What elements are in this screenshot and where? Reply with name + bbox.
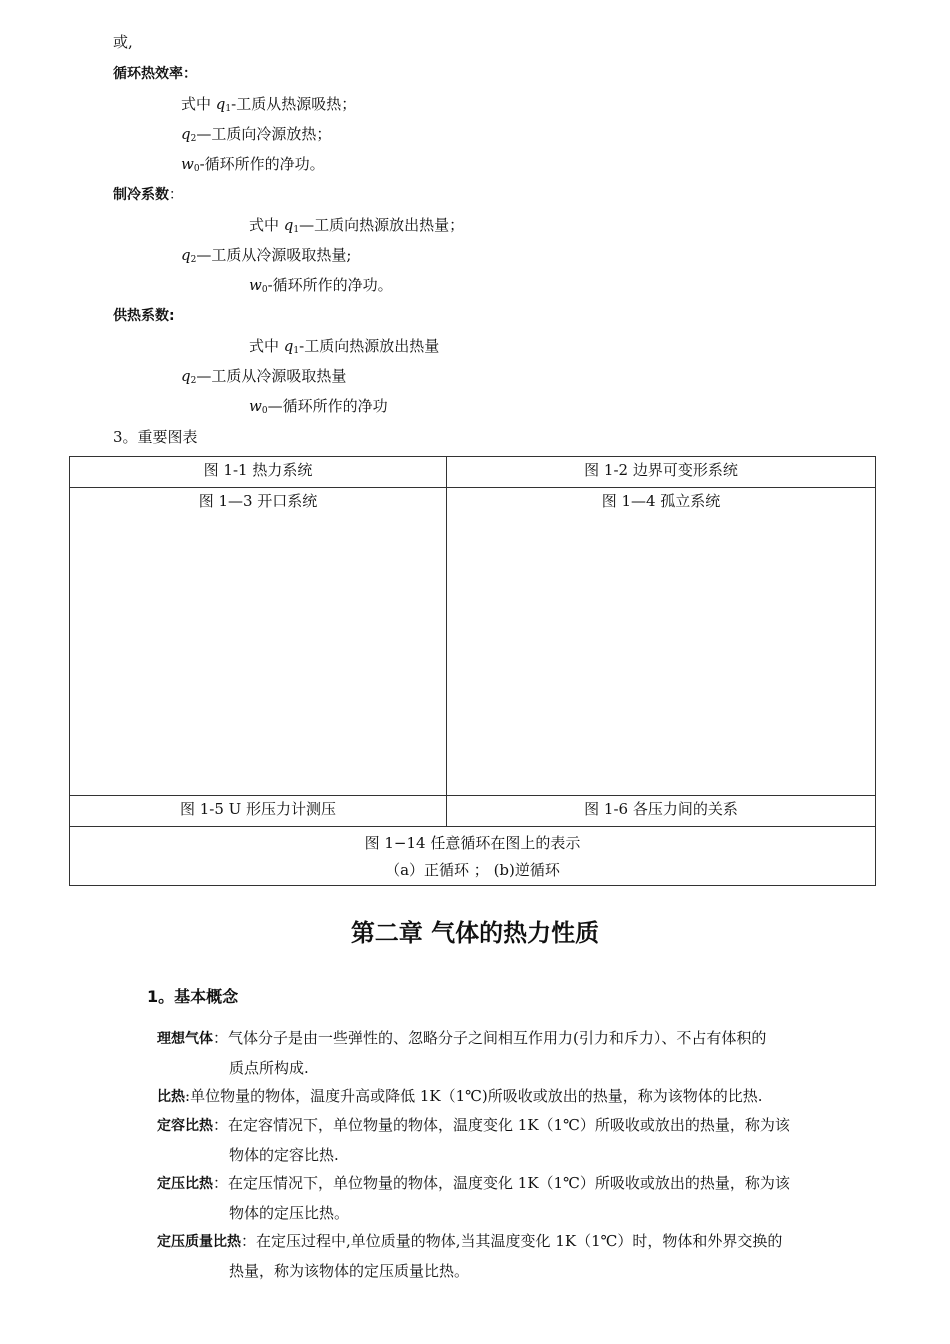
- definition-term: 比热: [157, 1089, 185, 1105]
- cooling-item-2: $q_2—$工质从冷源吸取热量;: [181, 246, 352, 265]
- definition-text: 单位物量的物体，温度升高或降低 1K（1℃)所吸收或放出的热量，称为该物体的比热.: [190, 1087, 763, 1105]
- definition-text-continued: 物体的定压比热。: [229, 1204, 350, 1222]
- definition-specific-heat: 比热:单位物量的物体，温度升高或降低 1K（1℃)所吸收或放出的热量，称为该物体的比热.: [157, 1087, 763, 1105]
- heating-item-2: $q_2—$工质从冷源吸取热量: [181, 367, 347, 386]
- cooling-item-1: 式中 $q_1—$工质向热源放出热量；: [249, 216, 465, 235]
- definition-text-continued: 热量，称为该物体的定压质量比热。: [229, 1262, 470, 1280]
- or-line: 或,: [113, 33, 133, 51]
- definition-text-continued: 质点所构成.: [229, 1059, 309, 1077]
- figure-caption-1-2: 图 1-2 边界可变形系统: [447, 457, 876, 488]
- definition-text: 气体分子是由一些弹性的、忽略分子之间相互作用力(引力和斥力）、不占有体积的: [228, 1029, 767, 1047]
- heating-item-1: 式中 $q_1-$工质向热源放出热量: [249, 337, 440, 356]
- figures-row-2: [70, 488, 876, 796]
- definition-text-continued: 物体的定容比热.: [229, 1146, 339, 1164]
- figure-caption-1-14: [70, 827, 876, 886]
- figure-caption-1-5: 图 1-5 U 形压力计测压: [70, 796, 447, 827]
- figure-caption-1-4: 图 1—4 孤立系统: [447, 488, 876, 796]
- figure-caption-1-14-subtitle: （a）正循环 ； (b)逆循环: [385, 861, 560, 879]
- cycle-eff-item-3: $w_0-$循环所作的净功。: [181, 155, 325, 174]
- section-3-heading: 3。重要图表: [113, 428, 198, 446]
- definition-constant-pressure-heat: 定压比热：在定压情况下，单位物量的物体，温度变化 1K（1℃）所吸收或放出的热量，称为该 物体的定压比热。: [157, 1169, 863, 1228]
- definition-term: 定容比热: [157, 1118, 213, 1134]
- definition-term: 理想气体: [157, 1031, 213, 1047]
- figure-caption-1-14-title: 图 1−14 任意循环在图上的表示: [364, 834, 581, 852]
- cycle-efficiency-heading: 循环热效率：: [113, 66, 197, 82]
- definition-constant-pressure-mass-heat: 定压质量比热：在定压过程中,单位质量的物体,当其温度变化 1K（1℃）时，物体和外界交换的 热量，称为该物体的定压质量比热。: [157, 1227, 863, 1286]
- definition-ideal-gas: 理想气体：气体分子是由一些弹性的、忽略分子之间相互作用力(引力和斥力）、不占有体积的 质点所构成.: [157, 1024, 863, 1083]
- cycle-eff-item-2: $q_2—$工质向冷源放热；: [181, 125, 332, 144]
- figures-table: [69, 456, 876, 886]
- heating-coefficient-heading: 供热系数:: [113, 308, 175, 324]
- definition-text: 在定压情况下，单位物量的物体，温度变化 1K（1℃）所吸收或放出的热量，称为该: [228, 1174, 790, 1192]
- heating-item-3: $w_0—$循环所作的净功: [249, 397, 388, 416]
- figures-row-3: [70, 796, 876, 827]
- definition-text: 在定容情况下，单位物量的物体，温度变化 1K（1℃）所吸收或放出的热量，称为该: [228, 1116, 790, 1134]
- figure-caption-1-3: 图 1—3 开口系统: [70, 488, 447, 796]
- cooling-item-3: $w_0-$循环所作的净功。: [249, 276, 393, 295]
- definition-text: 在定压过程中,单位质量的物体,当其温度变化 1K（1℃）时，物体和外界交换的: [256, 1232, 783, 1250]
- figures-row-4: [70, 827, 876, 886]
- definition-term: 定压比热: [157, 1176, 213, 1192]
- cooling-coefficient-heading: 制冷系数：: [113, 187, 183, 203]
- chapter-title: 第二章 气体的热力性质: [350, 919, 600, 947]
- definition-constant-volume-heat: 定容比热：在定容情况下，单位物量的物体，温度变化 1K（1℃）所吸收或放出的热量，称为该 物体的定容比热.: [157, 1111, 863, 1170]
- definition-term: 定压质量比热: [157, 1234, 241, 1250]
- figure-caption-1-1: 图 1-1 热力系统: [70, 457, 447, 488]
- cycle-eff-item-1: 式中 $q_1-$工质从热源吸热；: [181, 95, 357, 114]
- figures-row-1: [70, 457, 876, 488]
- figure-caption-1-6: 图 1-6 各压力间的关系: [447, 796, 876, 827]
- section-1-heading: 1。基本概念: [147, 987, 239, 1006]
